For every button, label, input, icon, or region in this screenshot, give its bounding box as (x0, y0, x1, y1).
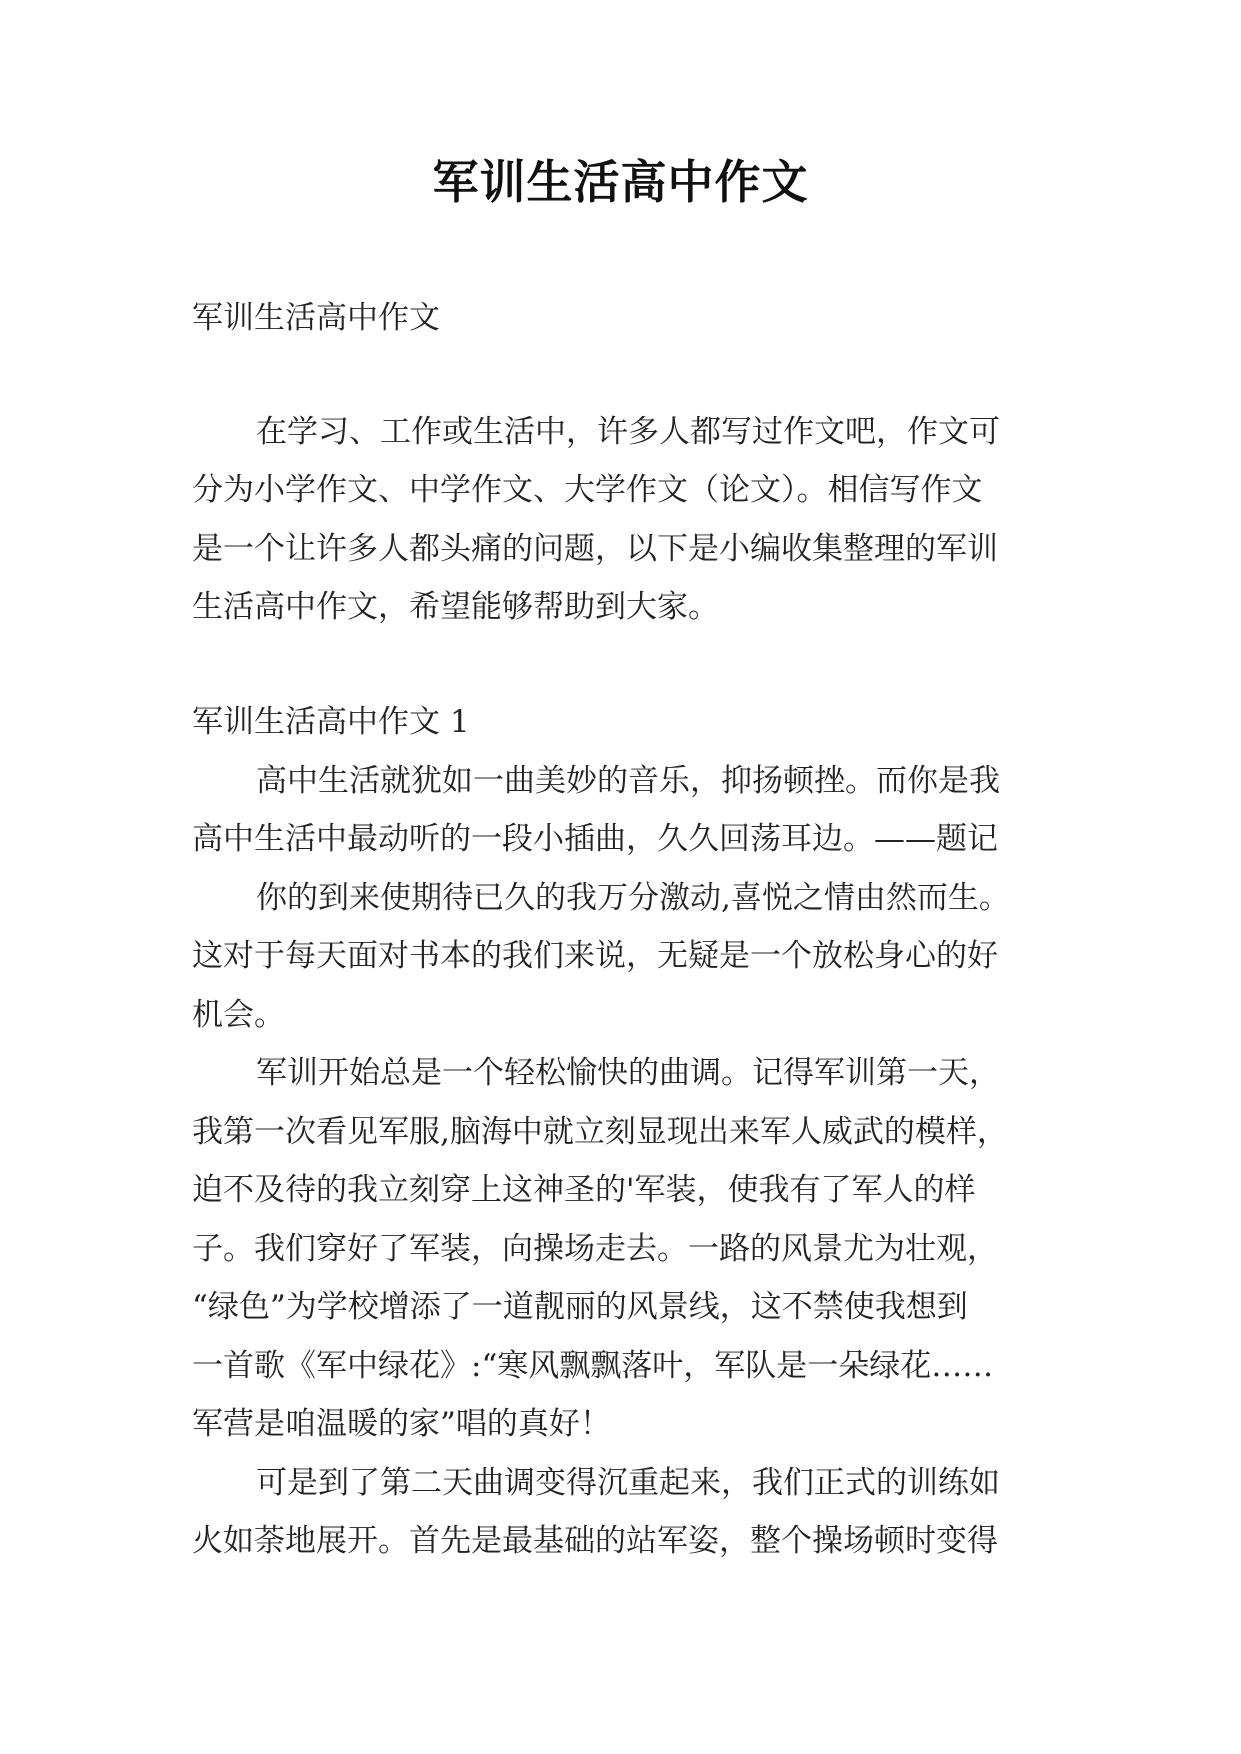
intro-line-2: 分为小学作文、中学作文、大学作文（论文）。相信写作文 (192, 472, 983, 508)
body-line-6: 军训开始总是一个轻松愉快的曲调。记得军训第一天， (256, 1055, 1000, 1091)
body-line-14: 火如荼地展开。首先是最基础的站军姿，整个操场顿时变得 (192, 1523, 998, 1559)
document-title: 军训生活高中作文 (432, 155, 809, 209)
document-subtitle: 军训生活高中作文 (192, 300, 440, 336)
body-line-13: 可是到了第二天曲调变得沉重起来，我们正式的训练如 (256, 1465, 1000, 1501)
section-heading: 军训生活高中作文 1 (192, 704, 470, 740)
body-line-12: 军营是咱温暖的家”唱的真好！ (192, 1406, 611, 1442)
body-line-8: 迫不及待的我立刻穿上这神圣的'军装，使我有了军人的样 (192, 1172, 976, 1208)
intro-line-3: 是一个让许多人都头痛的问题，以下是小编收集整理的军训 (192, 531, 998, 567)
body-line-4: 这对于每天面对书本的我们来说，无疑是一个放松身心的好 (192, 938, 998, 974)
body-line-5: 机会。 (192, 997, 285, 1033)
intro-line-4: 生活高中作文，希望能够帮助到大家。 (192, 589, 719, 625)
body-line-3: 你的到来使期待已久的我万分激动,喜悦之情由然而生。 (256, 880, 1010, 916)
body-line-1: 高中生活就犹如一曲美妙的音乐，抑扬顿挫。而你是我 (256, 763, 1000, 799)
body-line-9: 子。我们穿好了军装，向操场走去。一路的风景尤为壮观， (192, 1231, 998, 1267)
body-line-11: 一首歌《军中绿花》:“寒风飘飘落叶，军队是一朵绿花…… (192, 1348, 994, 1384)
intro-line-1: 在学习、工作或生活中，许多人都写过作文吧，作文可 (256, 414, 1000, 450)
body-line-2: 高中生活中最动听的一段小插曲，久久回荡耳边。——题记 (192, 821, 998, 857)
body-line-10: “绿色”为学校增添了一道靓丽的风景线，这不禁使我想到 (192, 1289, 968, 1325)
body-line-7: 我第一次看见军服,脑海中就立刻显现出来军人威武的模样， (192, 1114, 1008, 1150)
